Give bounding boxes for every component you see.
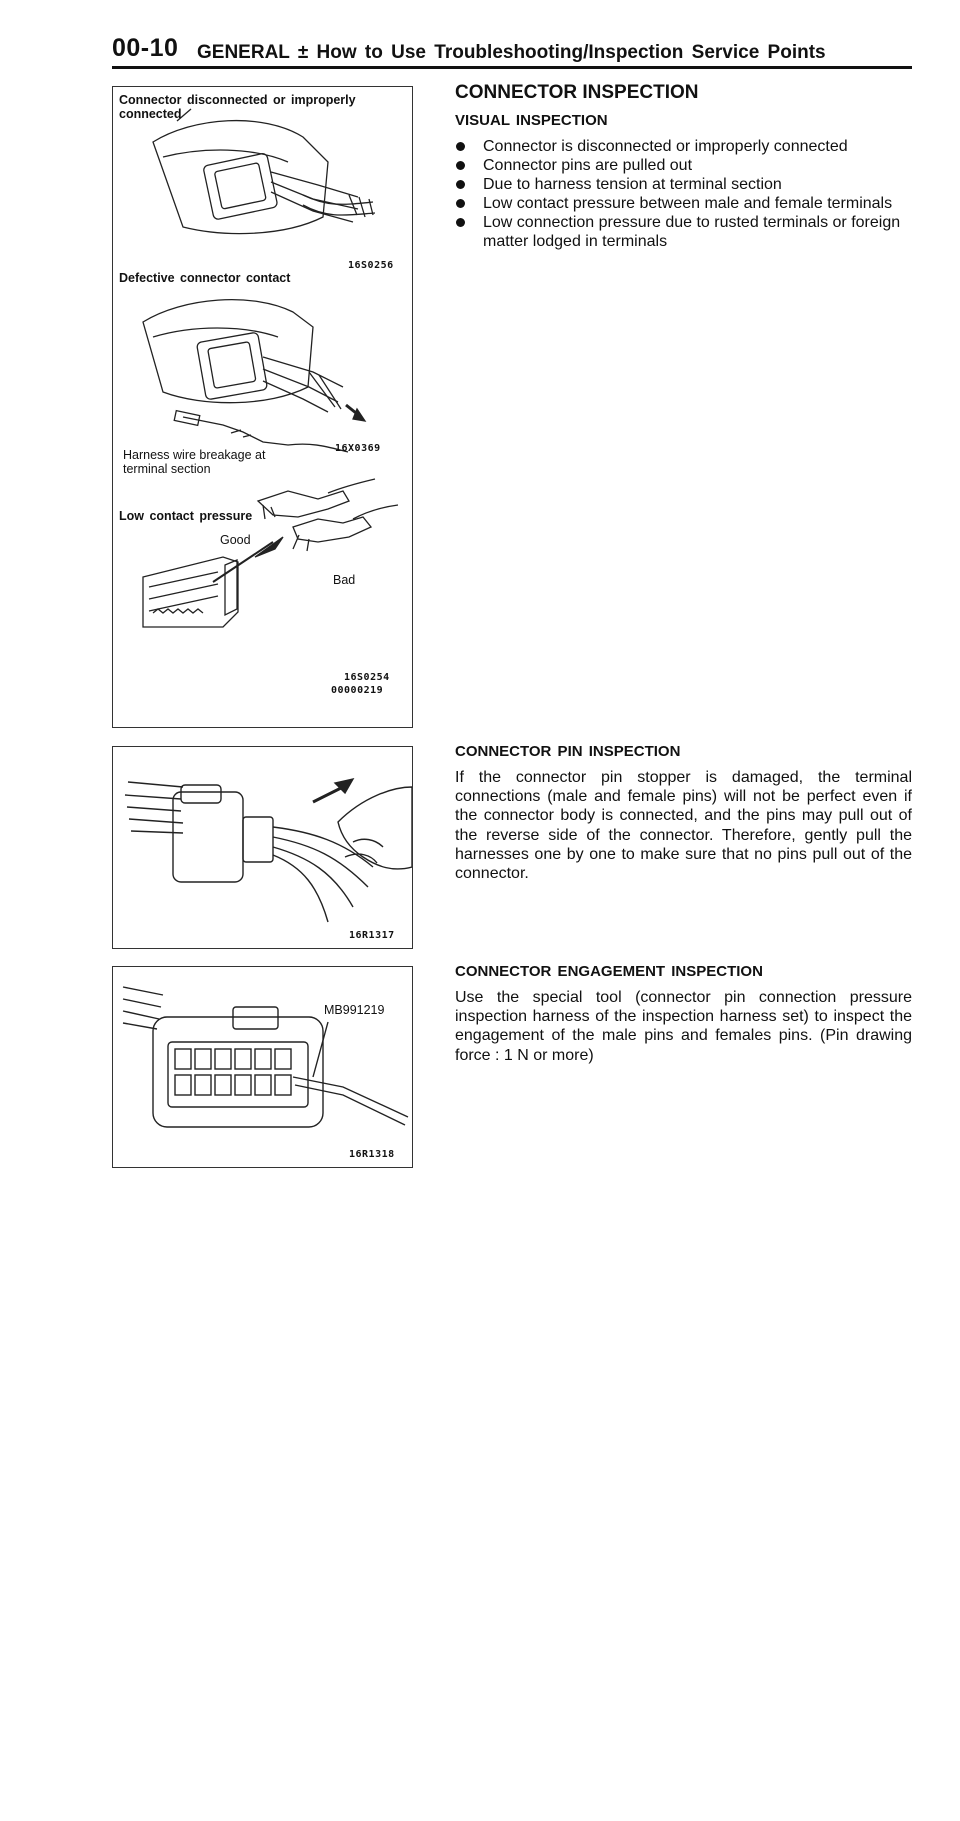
engagement-inspection-body: Use the special tool (connector pin connection pressure inspection harness of the inspection harness set) to inspect the engagement of the male pins and females pins. (Pin drawing force : 1 N or more) [455, 989, 912, 1064]
list-item: Due to harness tension at terminal section [455, 175, 912, 194]
list-item: Low contact pressure between male and female terminals [455, 194, 912, 213]
page-title: GENERAL ± How to Use Troubleshooting/Inspection Service Points [197, 42, 826, 63]
label-bad: Bad [333, 573, 356, 587]
connector-inspection-figure [112, 86, 413, 728]
section-heading: CONNECTOR INSPECTION [455, 82, 699, 103]
list-item: Connector is disconnected or improperly connected [455, 137, 912, 156]
page-code: 00-10 [112, 34, 179, 62]
connector-engagement-illustration [113, 967, 412, 1167]
figure-code-b: 16X0369 [335, 443, 381, 454]
label-good: Good [220, 533, 251, 547]
label-low-contact-pressure: Low contact pressure [119, 509, 253, 523]
page-header [112, 34, 912, 70]
visual-inspection-heading: VISUAL INSPECTION [455, 112, 608, 129]
figure-code-a: 16S0256 [348, 260, 394, 271]
figure-code-d: 00000219 [331, 685, 384, 696]
connector-engagement-section [455, 963, 912, 1065]
tool-label: MB991219 [324, 1003, 385, 1017]
pin-inspection-heading: CONNECTOR PIN INSPECTION [455, 743, 681, 760]
list-item: Low connection pressure due to rusted terminals or foreign matter lodged in terminals [455, 213, 912, 251]
connector-engagement-figure [112, 966, 413, 1168]
connector-inspection-illustration [113, 87, 412, 727]
figure-code-c: 16S0254 [344, 672, 390, 683]
label-disconnected: Connector disconnected or improperly connected [119, 93, 356, 121]
connector-pin-section [455, 743, 912, 883]
figure2-code: 16R1317 [349, 930, 395, 941]
figure3-code: 16R1318 [349, 1149, 395, 1160]
connector-pin-illustration [113, 747, 412, 948]
pin-inspection-body: If the connector pin stopper is damaged, the terminal connections (male and female pins) will not be perfect even if the connector body is connected, and the pins may pull out of the reverse side of the connector. Therefore, gently pull the harnesses one by one to make sure that no pins pull out of the connector. [455, 769, 912, 883]
header-rule [112, 66, 912, 69]
list-item: Connector pins are pulled out [455, 156, 912, 175]
connector-inspection-section [455, 82, 912, 251]
label-harness-breakage: Harness wire breakage at terminal section [123, 448, 266, 476]
visual-inspection-list [455, 137, 912, 251]
label-defective-contact: Defective connector contact [119, 271, 291, 285]
engagement-inspection-heading: CONNECTOR ENGAGEMENT INSPECTION [455, 963, 763, 980]
connector-pin-figure [112, 746, 413, 949]
